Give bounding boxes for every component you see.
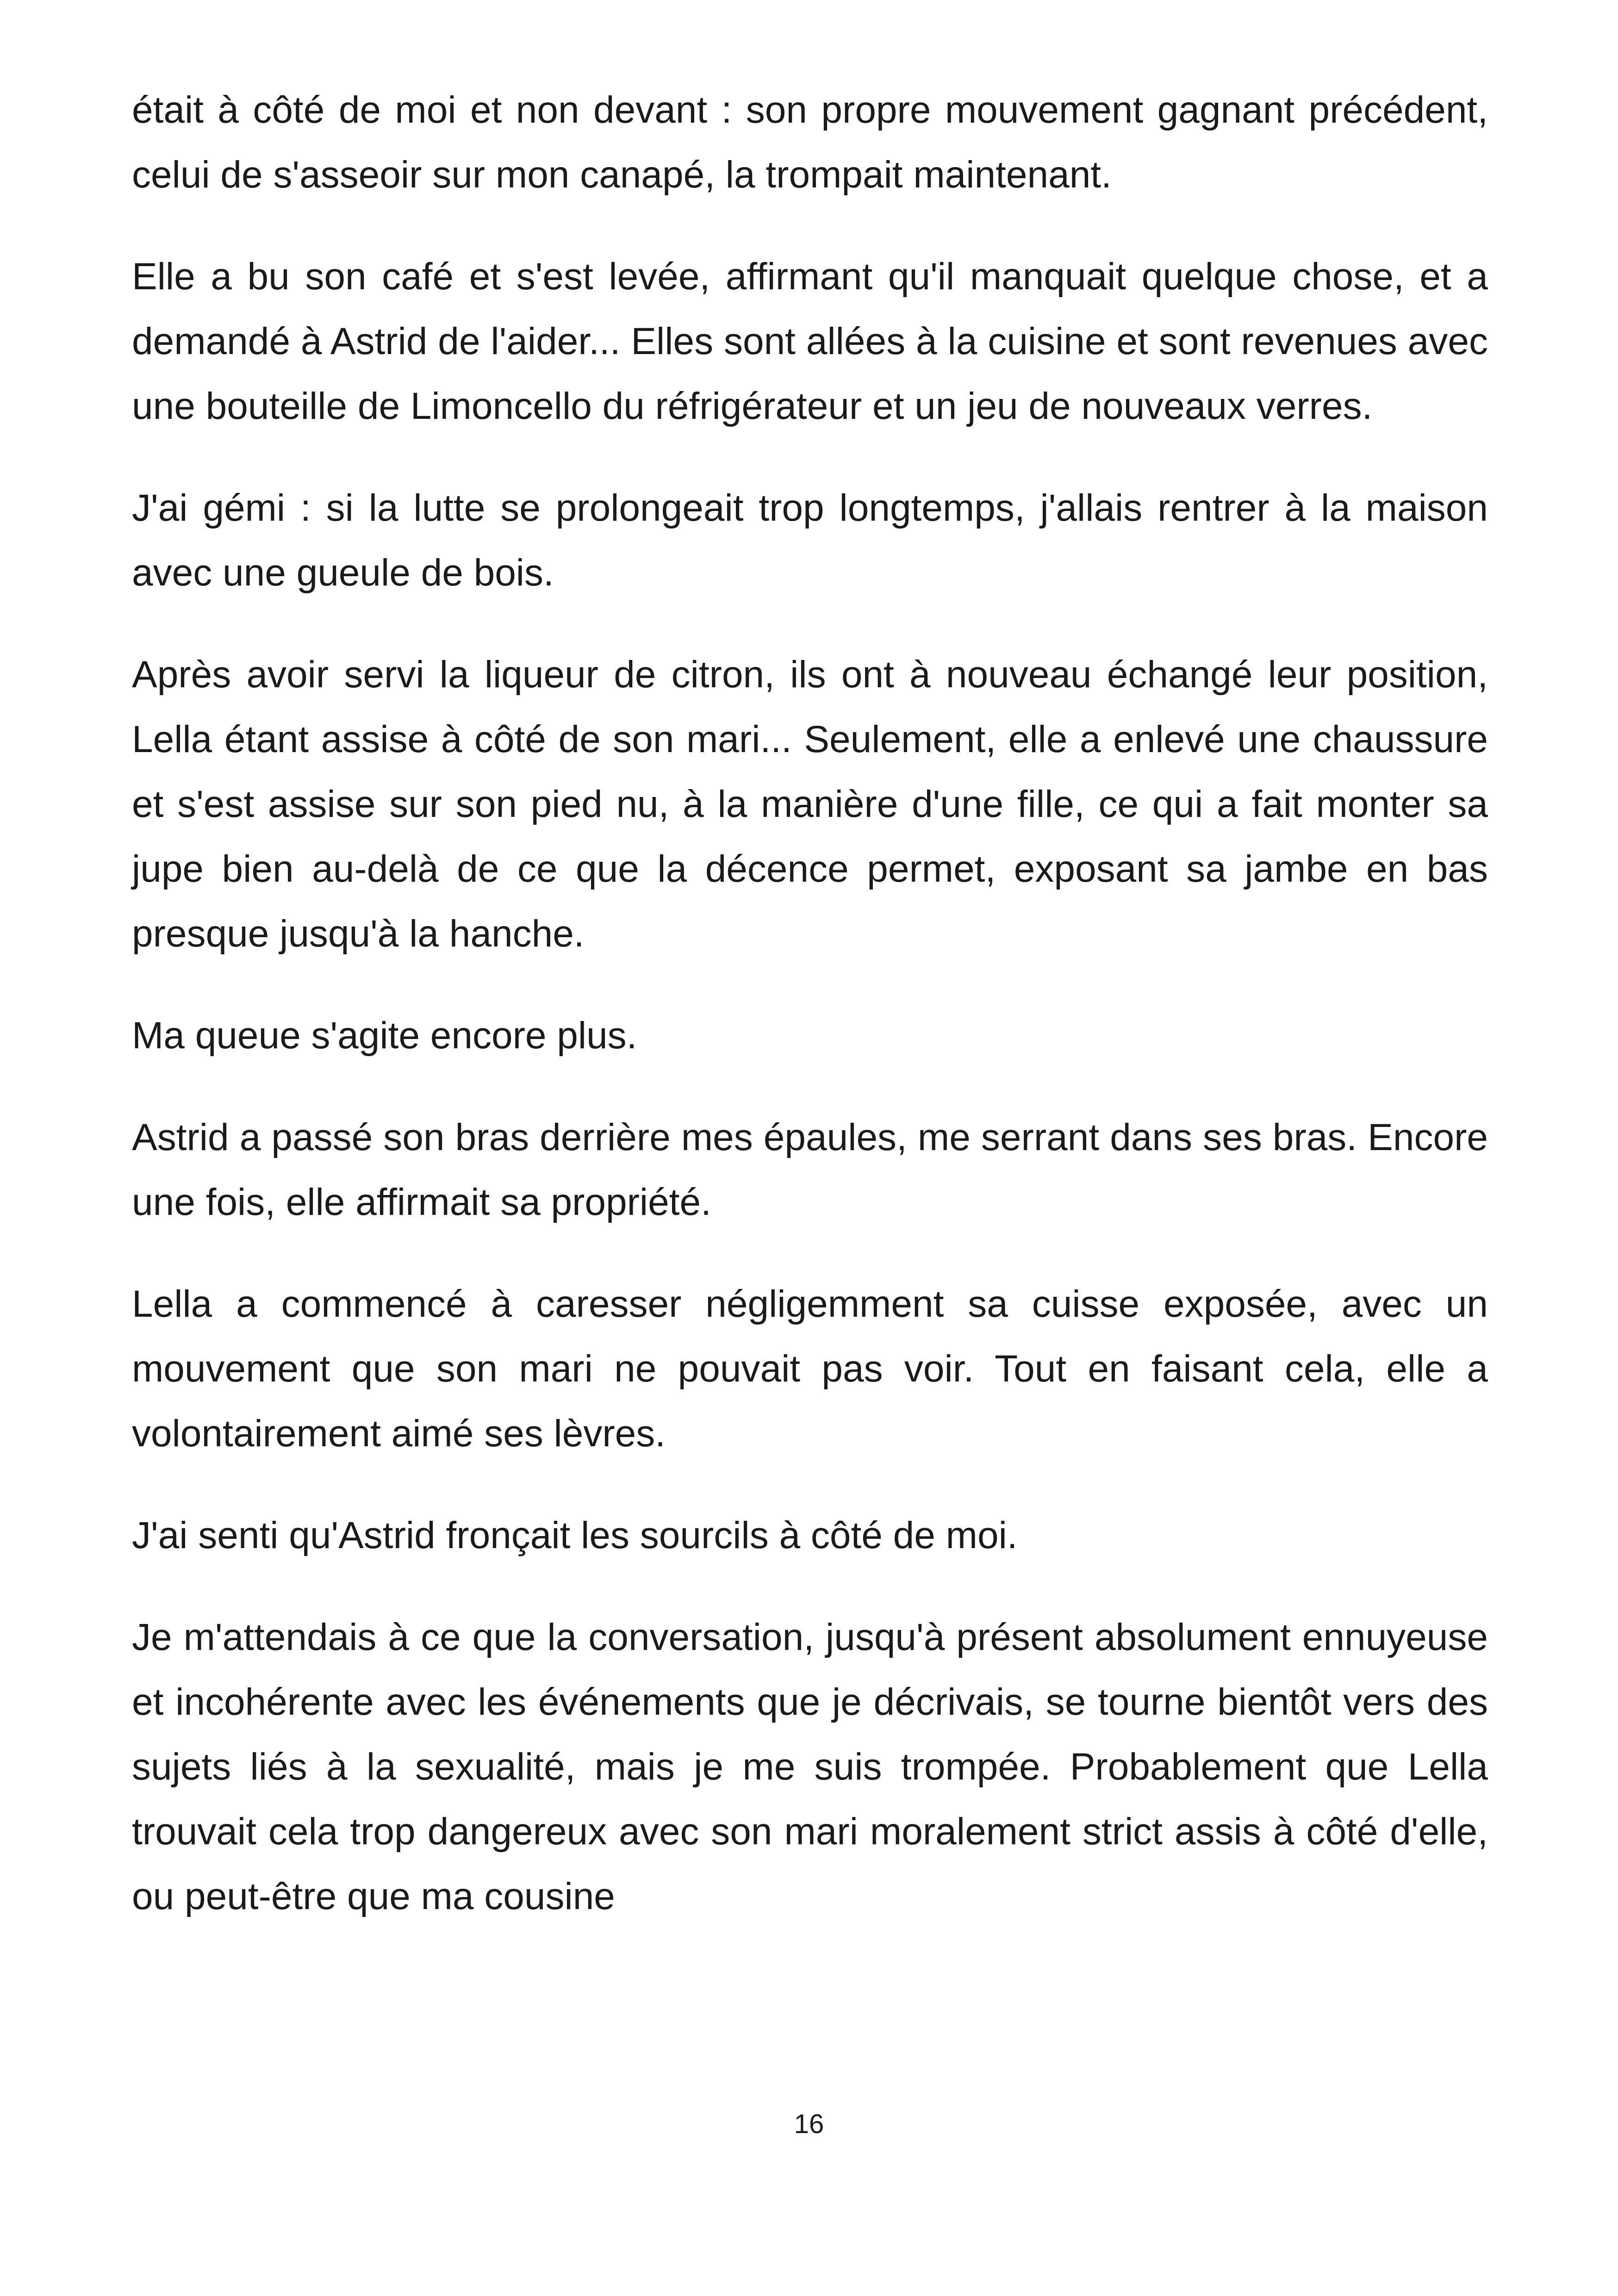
paragraph-5: Ma queue s'agite encore plus. (132, 1014, 637, 1057)
body-text (132, 78, 1488, 1966)
page-number: 16 (794, 2109, 824, 2139)
paragraph-1: était à côté de moi et non devant : son propre mouvement gagnant précédent, celui de s'asseoir sur mon canapé, la trompait maintenant. (132, 89, 1488, 196)
paragraph-3: J'ai gémi : si la lutte se prolongeait trop longtemps, j'allais rentrer à la maison avec une gueule de bois. (132, 487, 1488, 594)
paragraph-4: Après avoir servi la liqueur de citron, ils ont à nouveau échangé leur position, Lella étant assise à côté de son mari... Seulement, elle a enlevé une chaussure et s'est assise sur son pied nu, à la manière d'une fille, ce qui a fait monter sa jupe bien au-delà de ce que la décence permet, exposant sa jambe en bas presque jusqu'à la hanche. (132, 653, 1488, 955)
paragraph-2: Elle a bu son café et s'est levée, affirmant qu'il manquait quelque chose, et a demandé à Astrid de l'aider... Elles sont allées à la cuisine et sont revenues avec une bouteille de Limoncello du réfrigérateur et un jeu de nouveaux verres. (132, 255, 1488, 427)
paragraph-8: J'ai senti qu'Astrid fronçait les sourcils à côté de moi. (132, 1514, 1018, 1556)
paragraph-9: Je m'attendais à ce que la conversation, jusqu'à présent absolument ennuyeuse et incohérente avec les événements que je décrivais, se tourne bientôt vers des sujets liés à la sexualité, mais je me suis trompée. Probablement que Lella trouvait cela trop dangereux avec son mari moralement strict assis à côté d'elle, ou peut-être que ma cousine (132, 1616, 1488, 1917)
paragraph-6: Astrid a passé son bras derrière mes épaules, me serrant dans ses bras. Encore une fois, elle affirmait sa propriété. (132, 1116, 1488, 1223)
paragraph-7: Lella a commencé à caresser négligemment sa cuisse exposée, avec un mouvement que son mari ne pouvait pas voir. Tout en faisant cela, elle a volontairement aimé ses lèvres. (132, 1283, 1488, 1455)
